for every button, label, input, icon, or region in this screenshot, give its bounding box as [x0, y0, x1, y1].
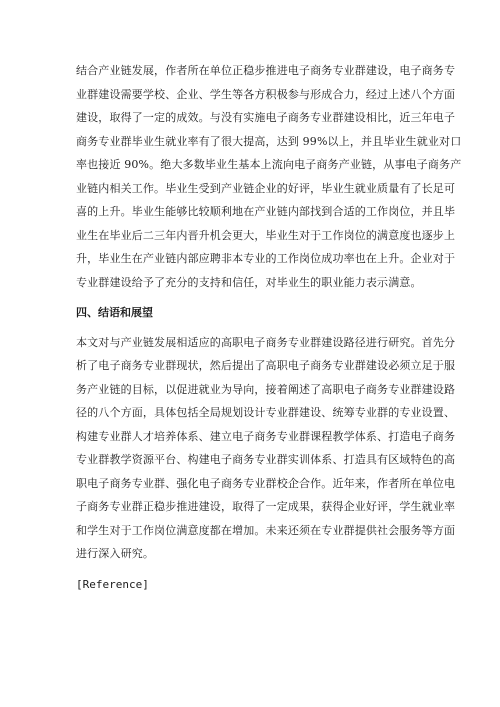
text-line: 专业群建设给予了充分的支持和信任，对毕业生的职业能力表示满意。 [76, 275, 422, 289]
body-paragraph-results [76, 59, 462, 294]
text-line: 和学生对于工作岗位满意度都在增加。未来还须在专业群提供社会服务等方面 [76, 523, 456, 537]
document-page [76, 59, 462, 596]
text-line: 商务专业群毕业生就业率有了很大提高，达到 99%以上，并且毕业生就业对口 [76, 134, 462, 148]
text-line: 专业群教学资源平台、构建电子商务专业群实训体系、打造具有区域特色的高 [76, 453, 456, 466]
text-line: 业群建设需要学校、企业、学生等各方积极参与形成合力，经过上述八个方面 [76, 87, 456, 101]
text-line: 结合产业链发展，作者所在单位正稳步推进电子商务专业群建设，电子商务专 [76, 64, 456, 77]
text-line: 析了电子商务专业群现状，然后提出了高职电子商务专业群建设必须立足于服 [76, 359, 456, 372]
section-heading: 四、结语和展望 [76, 306, 153, 319]
text-line: 升，毕业生在产业链内部应聘非本专业的工作岗位成功率也在上升。企业对于 [76, 252, 456, 265]
reference-label: [Reference] [76, 577, 149, 591]
body-paragraph-conclusion [76, 331, 456, 566]
text-line: 业生在毕业后二三年内晋升机会更大，毕业生对于工作岗位的满意度也逐步上 [76, 228, 456, 242]
text-line: 构建专业群人才培养体系、建立电子商务专业群课程教学体系、打造电子商务 [76, 429, 456, 443]
text-line: 率也接近 90%。绝大多数毕业生基本上流向电子商务产业链，从事电子商务产 [76, 158, 462, 171]
text-line: 进行深入研究。 [76, 547, 155, 560]
text-line: 本文对与产业链发展相适应的高职电子商务专业群建设路径进行研究。首先分 [76, 335, 456, 349]
text-line: 喜的上升。毕业生能够比较顺利地在产业链内部找到合适的工作岗位，并且毕 [76, 205, 456, 218]
text-line: 务产业链的目标，以促进就业为导向，接着阐述了高职电子商务专业群建设路 [76, 382, 456, 396]
text-line: 业链内相关工作。毕业生受到产业链企业的好评，毕业生就业质量有了长足可 [76, 181, 456, 195]
text-line: 建设，取得了一定的成效。与没有实施电子商务专业群建设相比，近三年电子 [76, 111, 456, 124]
text-line: 职电子商务专业群、强化电子商务专业群校企合作。近年来，作者所在单位电 [76, 476, 456, 490]
text-line: 径的八个方面，具体包括全局规划设计专业群建设、统筹专业群的专业设置、 [76, 406, 456, 419]
text-line: 子商务专业群正稳步推进建设，取得了一定成果，获得企业好评，学生就业率 [76, 500, 456, 513]
